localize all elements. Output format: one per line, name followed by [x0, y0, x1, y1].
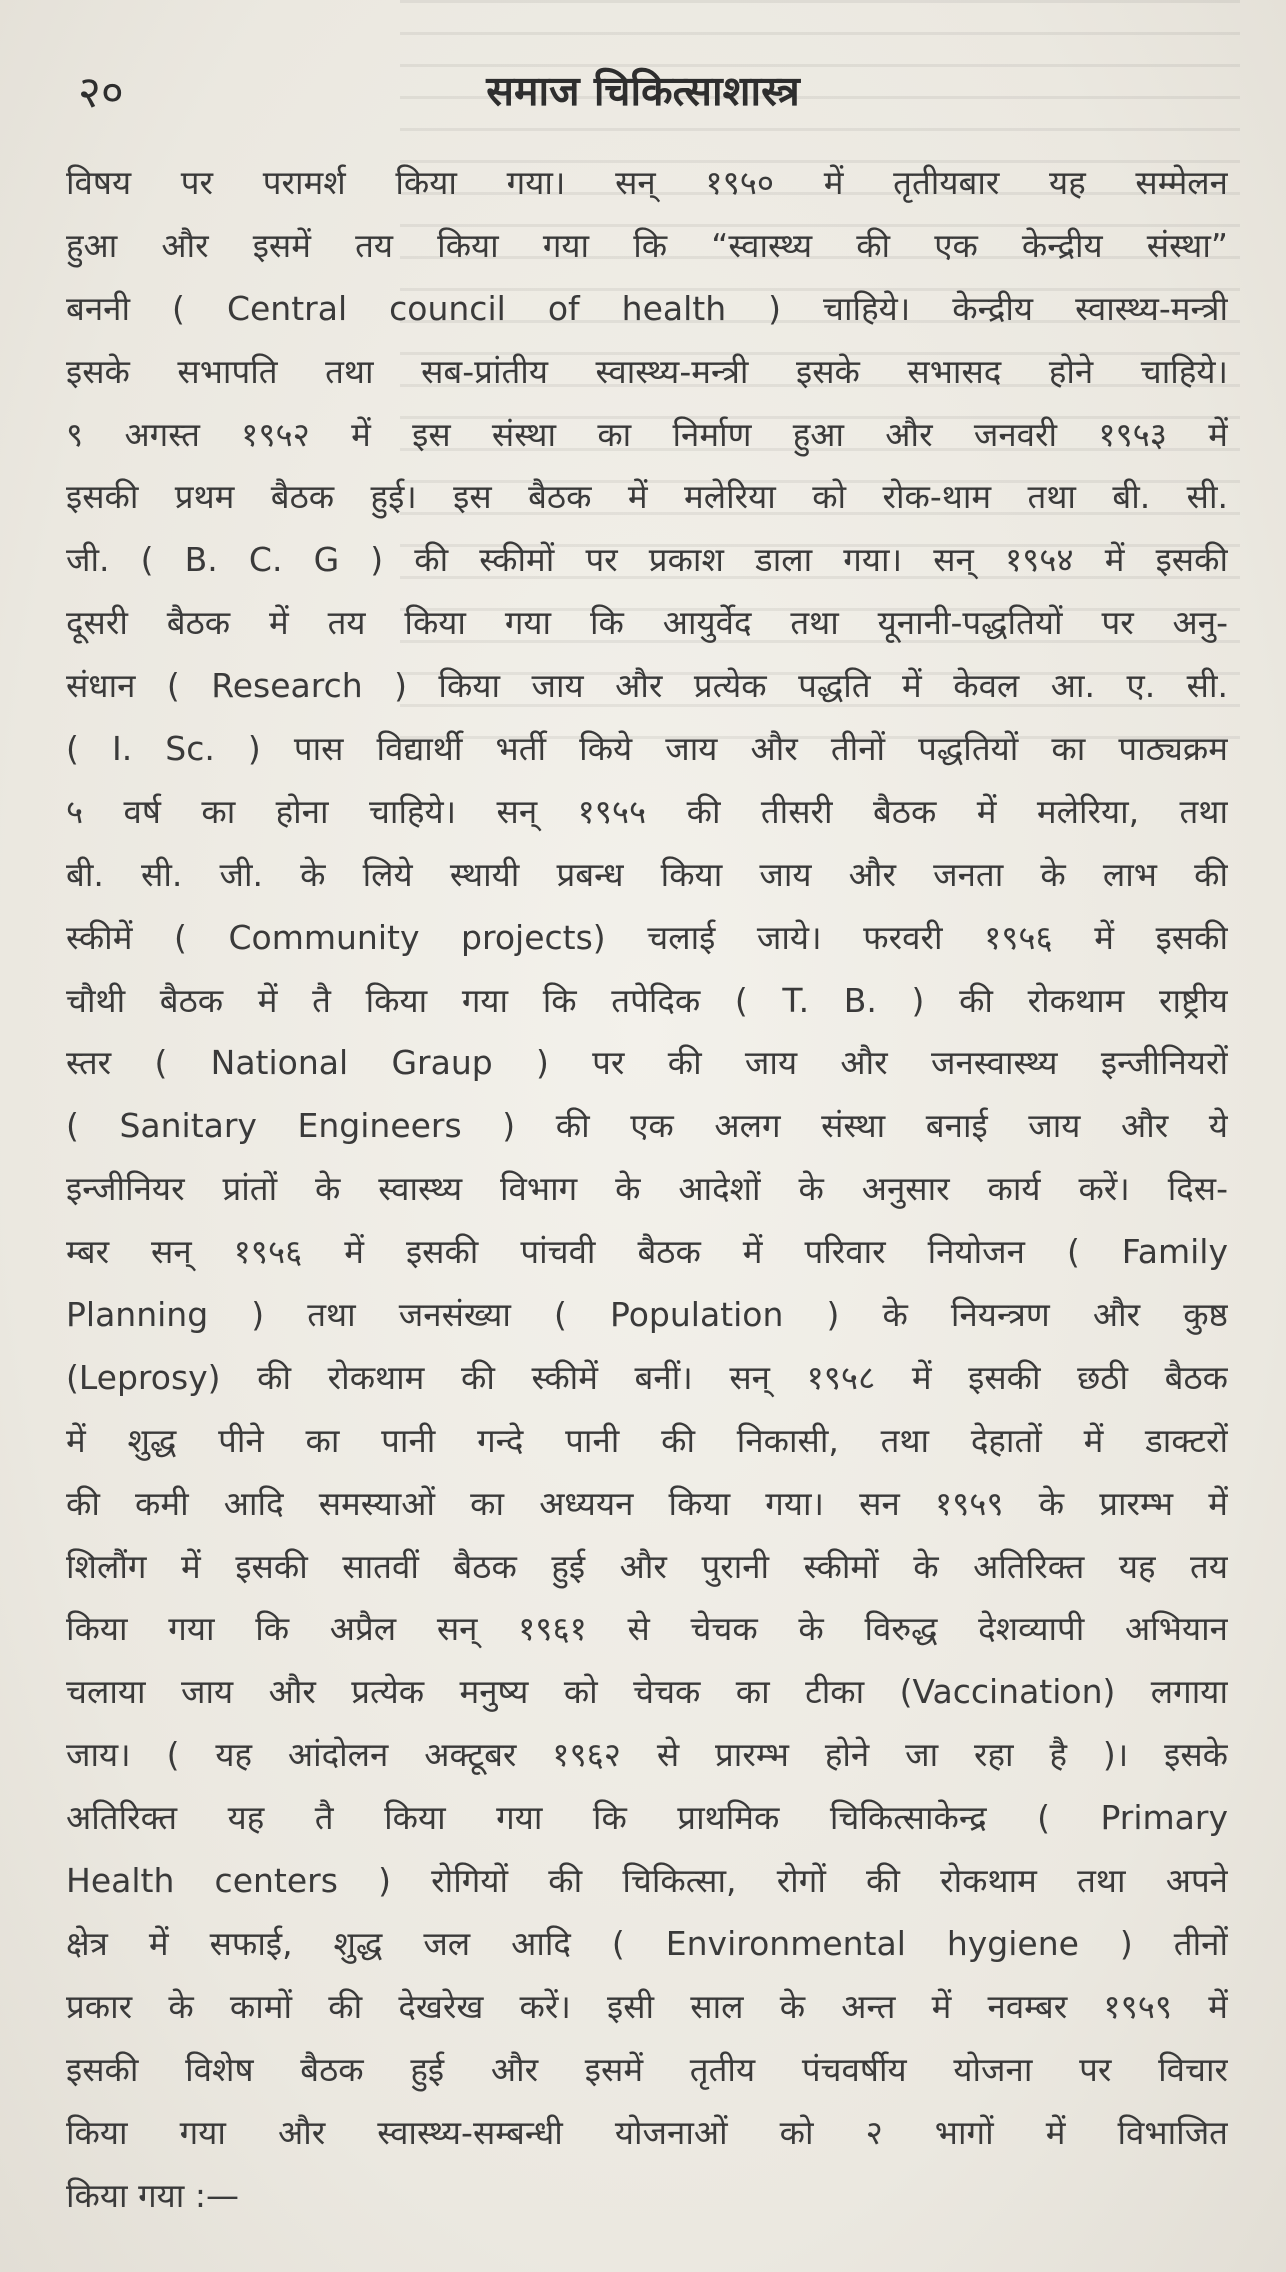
text-line: विषय पर परामर्श किया गया। सन् १९५० में तृतीयबार यह सम्मेलन — [66, 163, 1228, 202]
text-line: स्तर ( National Graup ) पर की जाय और जनस्वास्थ्य इन्जीनियरों — [66, 1043, 1228, 1083]
body-text — [66, 152, 1228, 2227]
text-line: ( Sanitary Engineers ) की एक अलग संस्था बनाई जाय और ये — [66, 1106, 1228, 1146]
text-line: स्कीमें ( Community projects) चलाई जाये। फरवरी १९५६ में इसकी — [66, 917, 1228, 957]
text-line: की कमी आदि समस्याओं का अध्ययन किया गया। सन १९५९ के प्रारम्भ में — [66, 1483, 1228, 1523]
text-line: चौथी बैठक में तै किया गया कि तपेदिक ( T. B. ) की रोकथाम राष्ट्रीय — [66, 980, 1228, 1020]
text-line: ९ अगस्त १९५२ में इस संस्था का निर्माण हुआ और जनवरी १९५३ में — [66, 414, 1228, 454]
text-line: म्बर सन् १९५६ में इसकी पांचवी बैठक में परिवार नियोजन ( Family — [66, 1232, 1228, 1272]
text-line: जी. ( B. C. G ) की स्कीमों पर प्रकाश डाला गया। सन् १९५४ में इसकी — [66, 540, 1228, 580]
text-line: Health centers ) रोगियों की चिकित्सा, रोगों की रोकथाम तथा अपने — [66, 1861, 1228, 1901]
text-line: इसकी प्रथम बैठक हुई। इस बैठक में मलेरिया को रोक-थाम तथा बी. सी. — [66, 477, 1228, 517]
text-line: Planning ) तथा जनसंख्या ( Population ) के नियन्त्रण और कुष्ठ — [66, 1295, 1228, 1335]
text-line: ( I. Sc. ) पास विद्यार्थी भर्ती किये जाय और तीनों पद्धतियों का पाठ्यक्रम — [66, 729, 1228, 769]
text-line: ५ वर्ष का होना चाहिये। सन् १९५५ की तीसरी बैठक में मलेरिया, तथा — [66, 791, 1228, 831]
text-line: बननी ( Central council of health ) चाहिये। केन्द्रीय स्वास्थ्य-मन्त्री — [66, 288, 1228, 328]
text-line: इसके सभापति तथा सब-प्रांतीय स्वास्थ्य-मन्त्री इसके सभासद होने चाहिये। — [66, 351, 1228, 391]
page-header — [72, 52, 1214, 122]
text-line: जाय। ( यह आंदोलन अक्टूबर १९६२ से प्रारम्भ होने जा रहा है )। इसके — [66, 1735, 1228, 1775]
text-line: किया गया :— — [66, 2175, 239, 2215]
text-line: किया गया और स्वास्थ्य-सम्बन्धी योजनाओं को २ भागों में विभाजित — [66, 2112, 1228, 2152]
text-line: संधान ( Research ) किया जाय और प्रत्येक पद्धति में केवल आ. ए. सी. — [66, 666, 1228, 706]
text-line: प्रकार के कामों की देखरेख करें। इसी साल के अन्त में नवम्बर १९५९ में — [66, 1986, 1228, 2026]
text-line: बी. सी. जी. के लिये स्थायी प्रबन्ध किया जाय और जनता के लाभ की — [66, 854, 1228, 894]
text-line: दूसरी बैठक में तय किया गया कि आयुर्वेद तथा यूनानी-पद्धतियों पर अनु- — [66, 603, 1228, 643]
page-number: २० — [78, 67, 124, 118]
text-line: अतिरिक्त यह तै किया गया कि प्राथमिक चिकित्साकेन्द्र ( Primary — [66, 1798, 1228, 1838]
text-line: में शुद्ध पीने का पानी गन्दे पानी की निकासी, तथा देहातों में डाक्टरों — [66, 1420, 1228, 1460]
running-title: समाज चिकित्साशास्त्र — [486, 67, 800, 115]
text-line: हुआ और इसमें तय किया गया कि “स्वास्थ्य की एक केन्द्रीय संस्था” — [66, 225, 1228, 265]
text-line: इन्जीनियर प्रांतों के स्वास्थ्य विभाग के आदेशों के अनुसार कार्य करें। दिस- — [66, 1169, 1228, 1209]
text-line: किया गया कि अप्रैल सन् १९६१ से चेचक के विरुद्ध देशव्यापी अभियान — [66, 1609, 1228, 1649]
text-line: चलाया जाय और प्रत्येक मनुष्य को चेचक का टीका (Vaccination) लगाया — [66, 1672, 1228, 1712]
text-line: इसकी विशेष बैठक हुई और इसमें तृतीय पंचवर्षीय योजना पर विचार — [66, 2049, 1228, 2089]
text-line: (Leprosy) की रोकथाम की स्कीमें बनीं। सन् १९५८ में इसकी छठी बैठक — [66, 1357, 1228, 1397]
text-line: शिलौंग में इसकी सातवीं बैठक हुई और पुरानी स्कीमों के अतिरिक्त यह तय — [66, 1546, 1228, 1586]
text-line: क्षेत्र में सफाई, शुद्ध जल आदि ( Environmental hygiene ) तीनों — [66, 1923, 1228, 1963]
